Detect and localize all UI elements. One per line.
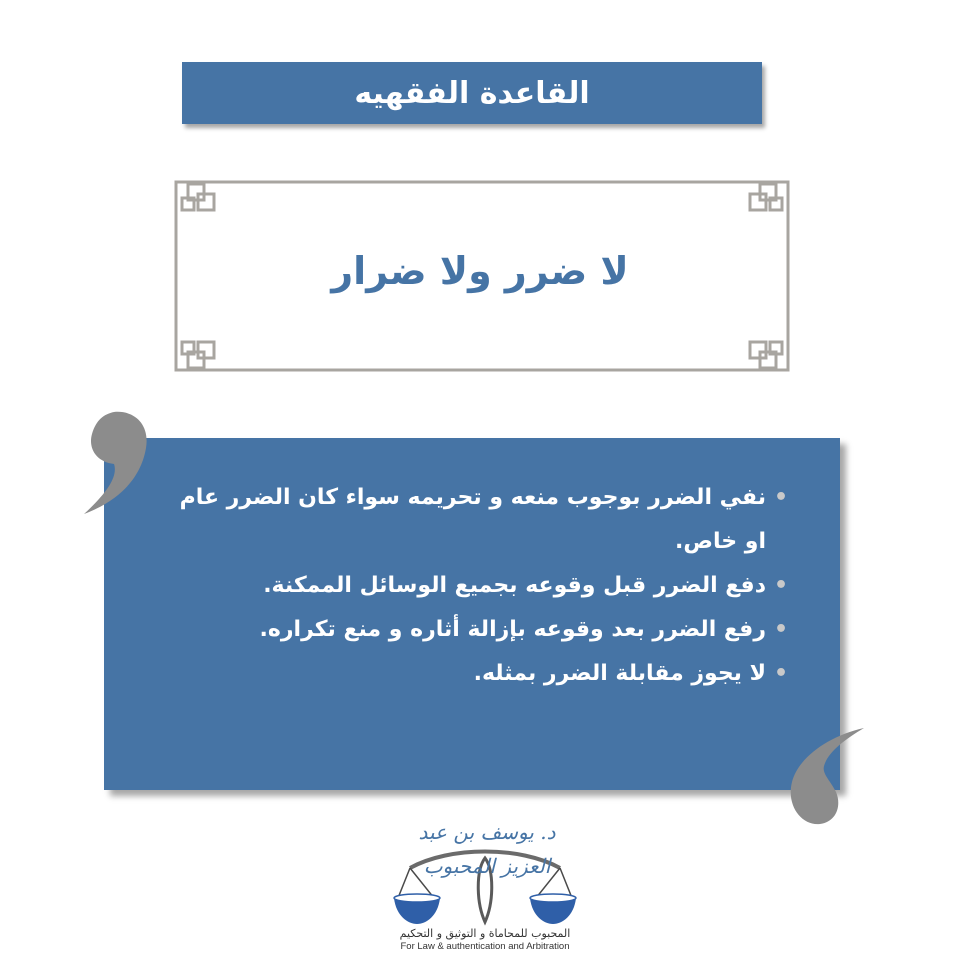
principles-list <box>176 476 788 696</box>
page-title: القاعدة الفقهيه <box>354 75 590 111</box>
quote-close-icon <box>784 722 870 832</box>
logo-signature: د. يوسف بن عبد العزيز المحبوب <box>418 820 556 878</box>
frame-corner-bottom-left <box>182 342 214 368</box>
list-item: • رفع الضرر بعد وقوعه بإزالة أثاره و منع تكراره. <box>176 608 788 652</box>
frame-corner-bottom-right <box>750 342 782 368</box>
logo-arabic-name: المحبوب للمحاماة و التوثيق و التحكيم <box>399 927 571 940</box>
frame-corner-top-left <box>182 184 214 210</box>
logo-english-name: For Law & authentication and Arbitration <box>400 941 570 952</box>
list-item: • دفع الضرر قبل وقوعه بجميع الوسائل الممكنة. <box>176 564 788 608</box>
maxim-text: لا ضرر ولا ضرار <box>331 249 629 293</box>
title-banner <box>182 62 762 124</box>
frame-corner-top-right <box>750 184 782 210</box>
quote-open-icon <box>74 410 154 520</box>
list-item: • لا يجوز مقابلة الضرر بمثله. <box>176 652 788 696</box>
list-item: • نفي الضرر بوجوب منعه و تحريمه سواء كان الضرر عام او خاص. <box>176 476 788 564</box>
